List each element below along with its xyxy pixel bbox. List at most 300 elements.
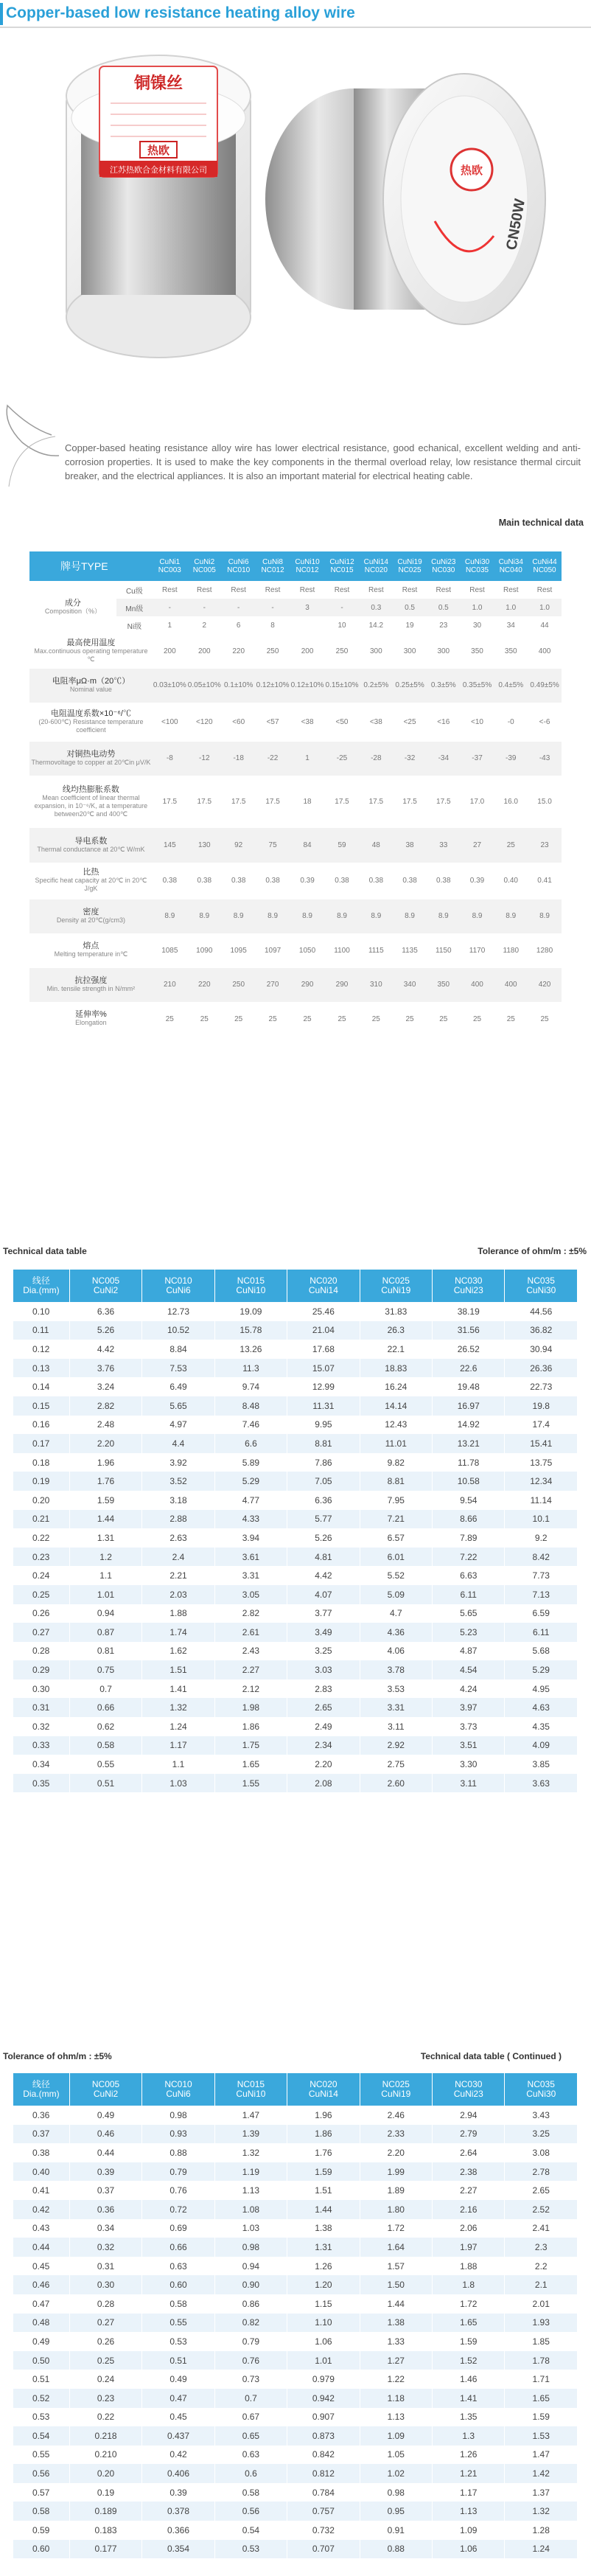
property-en: (20-600℃) Resistance temperature coefficient bbox=[38, 717, 144, 734]
composition-value: Rest bbox=[536, 585, 553, 594]
table-row bbox=[13, 2257, 578, 2276]
property-value: 420 bbox=[528, 968, 562, 1003]
resistance-cell: 0.58 bbox=[69, 1736, 141, 1755]
resistance-cell: 0.366 bbox=[142, 2521, 214, 2540]
resistance-cell: 5.23 bbox=[433, 1623, 505, 1642]
res-header-alloy: Dia.(mm) bbox=[23, 1285, 60, 1295]
resistance-cell: 1.10 bbox=[287, 2314, 360, 2333]
resistance-cell: 1.47 bbox=[505, 2446, 578, 2465]
table-row bbox=[13, 2370, 578, 2389]
res-header-row bbox=[13, 2073, 578, 2106]
grade-header bbox=[393, 551, 427, 581]
diameter-cell: 0.14 bbox=[13, 1377, 69, 1396]
table-row bbox=[13, 2408, 578, 2427]
resistance-cell: 1.18 bbox=[360, 2389, 432, 2408]
resistance-cell: 1.59 bbox=[69, 1491, 141, 1510]
resistance-cell: 0.91 bbox=[360, 2521, 432, 2540]
property-zh: 最高使用温度 bbox=[66, 638, 116, 647]
diameter-cell: 0.18 bbox=[13, 1453, 69, 1472]
table-row bbox=[13, 2426, 578, 2446]
property-zh: 导电系数 bbox=[74, 836, 108, 846]
resistance-cell: 0.88 bbox=[360, 2540, 432, 2559]
grade-code-nc: NC015 bbox=[330, 566, 354, 574]
table-row bbox=[13, 2125, 578, 2144]
grade-header bbox=[360, 551, 394, 581]
property-value: 210 bbox=[153, 968, 187, 1003]
property-value: 300 bbox=[403, 647, 416, 655]
property-value: 17.5 bbox=[231, 798, 246, 807]
resistance-cell: 1.41 bbox=[433, 2389, 505, 2408]
table-row bbox=[13, 2314, 578, 2333]
table-row bbox=[13, 1434, 578, 1453]
table-row bbox=[13, 1396, 578, 1416]
resistance-cell: 3.78 bbox=[360, 1660, 432, 1679]
table2-title: Technical data table ( Continued ) bbox=[420, 2051, 562, 2061]
resistance-cell: 3.49 bbox=[287, 1623, 360, 1642]
property-value: 0.1±10% bbox=[222, 669, 256, 703]
resistance-cell: 0.55 bbox=[142, 2314, 214, 2333]
element-label: Cu级 bbox=[125, 587, 143, 596]
tech-header-row bbox=[29, 551, 562, 581]
wire-spools-image bbox=[0, 29, 591, 383]
resistance-cell: 4.33 bbox=[214, 1510, 287, 1529]
property-value: 0.40 bbox=[503, 877, 518, 885]
composition-en: Composition（%） bbox=[44, 608, 101, 615]
property-label bbox=[29, 933, 153, 968]
composition-value: 1.0 bbox=[494, 599, 528, 616]
resistance-cell: 1.64 bbox=[360, 2238, 432, 2257]
diameter-cell: 0.32 bbox=[13, 1717, 69, 1736]
resistance-cell: 0.31 bbox=[69, 2257, 141, 2276]
diameter-cell: 0.19 bbox=[13, 1472, 69, 1491]
table-row bbox=[13, 2540, 578, 2559]
composition-value: 34 bbox=[506, 621, 515, 630]
diameter-cell: 0.16 bbox=[13, 1416, 69, 1435]
resistance-cell: 2.08 bbox=[287, 1774, 360, 1793]
resistance-cell: 19.8 bbox=[505, 1396, 578, 1416]
resistance-cell: 11.01 bbox=[360, 1434, 432, 1453]
resistance-cell: 1.39 bbox=[214, 2125, 287, 2144]
resistance-cell: 3.08 bbox=[505, 2143, 578, 2162]
resistance-cell: 2.03 bbox=[142, 1585, 214, 1604]
grade-code-cuni: CuNi8 bbox=[262, 558, 283, 566]
resistance-cell: 12.99 bbox=[287, 1377, 360, 1396]
property-label bbox=[29, 669, 153, 703]
resistance-cell: 4.35 bbox=[505, 1717, 578, 1736]
property-value: 400 bbox=[461, 968, 494, 1003]
diameter-cell: 0.10 bbox=[13, 1302, 69, 1321]
property-value: -34 bbox=[427, 742, 461, 776]
resistance-cell: 1.01 bbox=[69, 1585, 141, 1604]
composition-value: 2 bbox=[202, 621, 207, 630]
diameter-cell: 0.11 bbox=[13, 1321, 69, 1340]
resistance-cell: 5.89 bbox=[214, 1453, 287, 1472]
res-header-alloy: CuNi30 bbox=[526, 2089, 556, 2099]
resistance-cell: 0.87 bbox=[69, 1623, 141, 1642]
resistance-cell: 3.63 bbox=[505, 1774, 578, 1793]
resistance-cell: 1.3 bbox=[433, 2426, 505, 2446]
resistance-cell: 2.2 bbox=[505, 2257, 578, 2276]
resistance-cell: 1.88 bbox=[142, 1604, 214, 1623]
property-en: Density at 20℃(g/cm3) bbox=[56, 916, 125, 924]
resistance-cell: 2.79 bbox=[433, 2125, 505, 2144]
property-value: 27 bbox=[461, 828, 494, 863]
resistance-cell: 0.46 bbox=[69, 2125, 141, 2144]
table-row bbox=[13, 2162, 578, 2182]
property-value: 0.38 bbox=[231, 877, 246, 885]
composition-value: Rest bbox=[197, 585, 212, 594]
property-row bbox=[29, 669, 562, 703]
property-value: 250 bbox=[335, 647, 349, 655]
left-spool-company: 江苏热欧合金材料有限公司 bbox=[110, 165, 207, 175]
property-value: 8.9 bbox=[528, 899, 562, 934]
diameter-cell: 0.37 bbox=[13, 2125, 69, 2144]
resistance-cell: 0.25 bbox=[69, 2351, 141, 2370]
diameter-cell: 0.42 bbox=[13, 2200, 69, 2219]
table-row bbox=[13, 2351, 578, 2370]
resistance-cell: 1.65 bbox=[505, 2389, 578, 2408]
resistance-cell: 0.23 bbox=[69, 2389, 141, 2408]
property-value: <60 bbox=[232, 717, 245, 726]
resistance-cell: 3.24 bbox=[69, 1377, 141, 1396]
property-value: 0.49±5% bbox=[528, 669, 562, 703]
property-value: 23 bbox=[528, 828, 562, 863]
property-value: 17.5 bbox=[162, 798, 178, 807]
res-header-alloy: CuNi19 bbox=[381, 1285, 411, 1295]
table-row bbox=[13, 2294, 578, 2314]
resistance-cell: 21.04 bbox=[287, 1321, 360, 1340]
table-row bbox=[13, 1717, 578, 1736]
diameter-cell: 0.54 bbox=[13, 2426, 69, 2446]
property-value: 25 bbox=[472, 1014, 482, 1023]
property-row bbox=[29, 933, 562, 968]
diameter-cell: 0.23 bbox=[13, 1548, 69, 1567]
resistance-cell: 15.78 bbox=[214, 1321, 287, 1340]
resistance-cell: 0.65 bbox=[214, 2426, 287, 2446]
resistance-cell: 5.29 bbox=[505, 1660, 578, 1679]
resistance-cell: 2.82 bbox=[214, 1604, 287, 1623]
resistance-cell: 10.58 bbox=[433, 1472, 505, 1491]
resistance-cell: 0.82 bbox=[214, 2314, 287, 2333]
resistance-cell: 11.14 bbox=[505, 1491, 578, 1510]
res-header-cell bbox=[13, 1270, 69, 1302]
diameter-cell: 0.26 bbox=[13, 1604, 69, 1623]
property-value: 1050 bbox=[298, 946, 316, 955]
resistance-cell: 12.73 bbox=[142, 1302, 214, 1321]
grade-code-nc: NC030 bbox=[432, 566, 455, 574]
resistance-cell: 4.06 bbox=[360, 1642, 432, 1661]
res-header-code: NC030 bbox=[455, 1275, 483, 1286]
table-row bbox=[13, 2464, 578, 2483]
resistance-cell: 1.22 bbox=[360, 2370, 432, 2389]
res-header-alloy: CuNi14 bbox=[308, 2089, 338, 2099]
diameter-cell: 0.50 bbox=[13, 2351, 69, 2370]
resistance-cell: 1.09 bbox=[360, 2426, 432, 2446]
resistance-cell: 0.37 bbox=[69, 2181, 141, 2200]
resistance-cell: 25.46 bbox=[287, 1302, 360, 1321]
resistance-cell: 30.94 bbox=[505, 1340, 578, 1359]
resistance-cell: 0.7 bbox=[69, 1679, 141, 1699]
resistance-cell: 1.20 bbox=[287, 2275, 360, 2294]
resistance-cell: 2.20 bbox=[69, 1434, 141, 1453]
diameter-cell: 0.33 bbox=[13, 1736, 69, 1755]
resistance-cell: 0.62 bbox=[69, 1717, 141, 1736]
resistance-cell: 1.42 bbox=[505, 2464, 578, 2483]
resistance-cell: 0.183 bbox=[69, 2521, 141, 2540]
property-zh: 对铜热电动势 bbox=[66, 749, 116, 759]
table-row bbox=[13, 2219, 578, 2238]
resistance-cell: 0.53 bbox=[214, 2540, 287, 2559]
property-label bbox=[29, 634, 153, 669]
resistance-cell: 8.66 bbox=[433, 1510, 505, 1529]
table-row bbox=[13, 2446, 578, 2465]
res-header-code: NC030 bbox=[455, 2079, 483, 2089]
res-header-code: NC020 bbox=[310, 2079, 338, 2089]
property-value: 25 bbox=[338, 1014, 346, 1023]
property-value: -37 bbox=[461, 742, 494, 776]
brand-label: 牌号TYPE bbox=[29, 551, 153, 581]
table-row bbox=[13, 1321, 578, 1340]
property-value: 0.2±5% bbox=[360, 669, 394, 703]
resistance-cell: 2.41 bbox=[505, 2219, 578, 2238]
property-value: -43 bbox=[528, 742, 562, 776]
property-label bbox=[29, 863, 153, 899]
resistance-cell: 1.76 bbox=[69, 1472, 141, 1491]
resistance-cell: 6.6 bbox=[214, 1434, 287, 1453]
title-bar bbox=[0, 0, 591, 28]
element-label: Ni级 bbox=[127, 622, 142, 631]
property-value: 25 bbox=[540, 1014, 549, 1023]
resistance-cell: 0.210 bbox=[69, 2446, 141, 2465]
table-row bbox=[13, 1736, 578, 1755]
resistance-cell: 0.95 bbox=[360, 2502, 432, 2521]
resistance-cell: 22.73 bbox=[505, 1377, 578, 1396]
res-header-alloy: CuNi23 bbox=[453, 1285, 483, 1295]
grade-code-cuni: CuNi34 bbox=[498, 558, 523, 566]
resistance-cell: 26.52 bbox=[433, 1340, 505, 1359]
table-row bbox=[13, 1642, 578, 1661]
diameter-cell: 0.17 bbox=[13, 1434, 69, 1453]
composition-value: Rest bbox=[162, 585, 178, 594]
resistance-cell: 1.46 bbox=[433, 2370, 505, 2389]
diameter-cell: 0.48 bbox=[13, 2314, 69, 2333]
property-value: <16 bbox=[437, 717, 450, 726]
resistance-cell: 1.59 bbox=[287, 2162, 360, 2182]
grade-code-cuni: CuNi6 bbox=[228, 558, 249, 566]
resistance-cell: 2.27 bbox=[433, 2181, 505, 2200]
table-row bbox=[13, 2483, 578, 2502]
resistance-cell: 44.56 bbox=[505, 1302, 578, 1321]
resistance-cell: 1.51 bbox=[287, 2181, 360, 2200]
resistance-cell: 1.26 bbox=[287, 2257, 360, 2276]
property-value: 33 bbox=[427, 828, 461, 863]
resistance-cell: 1.71 bbox=[505, 2370, 578, 2389]
property-value: 0.38 bbox=[402, 877, 417, 885]
property-value: 0.35±5% bbox=[461, 669, 494, 703]
left-spool-brand: 热欧 bbox=[147, 144, 170, 157]
property-value: 25 bbox=[303, 1014, 312, 1023]
res-header-alloy: CuNi30 bbox=[526, 1285, 556, 1295]
res-header-code: NC025 bbox=[382, 1275, 410, 1286]
property-en: Specific heat capacity at 20℃ in 20℃ J/gK bbox=[35, 877, 147, 893]
property-value: <25 bbox=[403, 717, 416, 726]
table-row bbox=[13, 1359, 578, 1378]
property-value: 16.0 bbox=[503, 798, 518, 807]
resistance-cell: 2.38 bbox=[433, 2162, 505, 2182]
grade-code-nc: NC050 bbox=[533, 566, 556, 574]
diameter-cell: 0.31 bbox=[13, 1698, 69, 1717]
diameter-cell: 0.27 bbox=[13, 1623, 69, 1642]
res-header-alloy: CuNi23 bbox=[453, 2089, 483, 2099]
property-value: 15.0 bbox=[537, 798, 552, 807]
resistance-cell: 0.177 bbox=[69, 2540, 141, 2559]
resistance-cell: 2.46 bbox=[360, 2106, 432, 2125]
grade-code-nc: NC035 bbox=[465, 566, 489, 574]
property-zh: 电阻率μΩ·m（20℃） bbox=[52, 676, 130, 686]
diameter-cell: 0.24 bbox=[13, 1566, 69, 1585]
resistance-cell: 0.60 bbox=[142, 2275, 214, 2294]
resistance-cell: 2.49 bbox=[287, 1717, 360, 1736]
resistance-cell: 9.74 bbox=[214, 1377, 287, 1396]
property-value: 200 bbox=[163, 647, 176, 655]
composition-value: Rest bbox=[503, 585, 519, 594]
property-value: 300 bbox=[369, 647, 382, 655]
res-header-cell bbox=[214, 2073, 287, 2106]
property-value: 0.05±10% bbox=[187, 669, 222, 703]
composition-value: - bbox=[256, 599, 290, 616]
resistance-cell: 1.72 bbox=[433, 2294, 505, 2314]
resistance-cell: 1.76 bbox=[287, 2143, 360, 2162]
property-value: 0.12±10% bbox=[290, 669, 325, 703]
resistance-cell: 1.85 bbox=[505, 2332, 578, 2351]
resistance-cell: 1.88 bbox=[433, 2257, 505, 2276]
grade-code-nc: NC010 bbox=[227, 566, 251, 574]
table-row bbox=[13, 2521, 578, 2540]
resistance-cell: 2.12 bbox=[214, 1679, 287, 1699]
resistance-cell: 8.48 bbox=[214, 1396, 287, 1416]
left-spool-label-title: 铜镍丝 bbox=[133, 74, 183, 93]
table-row bbox=[13, 2502, 578, 2521]
resistance-cell: 2.48 bbox=[69, 1416, 141, 1435]
resistance-cell: 0.58 bbox=[214, 2483, 287, 2502]
table-row bbox=[13, 2332, 578, 2351]
table-row bbox=[13, 2181, 578, 2200]
composition-value: Rest bbox=[368, 585, 384, 594]
property-value: 8.9 bbox=[290, 899, 325, 934]
property-value: 130 bbox=[187, 828, 222, 863]
res-header-cell bbox=[433, 1270, 505, 1302]
resistance-cell: 7.95 bbox=[360, 1491, 432, 1510]
resistance-cell: 4.97 bbox=[142, 1416, 214, 1435]
property-row bbox=[29, 968, 562, 1003]
grade-code-cuni: CuNi19 bbox=[397, 558, 422, 566]
property-value: 0.39 bbox=[300, 877, 315, 885]
resistance-cell: 4.36 bbox=[360, 1623, 432, 1642]
resistance-cell: 8.81 bbox=[287, 1434, 360, 1453]
resistance-cell: 1.86 bbox=[287, 2125, 360, 2144]
resistance-cell: 0.27 bbox=[69, 2314, 141, 2333]
res-header-code: NC035 bbox=[527, 1275, 555, 1286]
resistance-cell: 1.72 bbox=[360, 2219, 432, 2238]
resistance-cell: 0.42 bbox=[142, 2446, 214, 2465]
property-value: 0.03±10% bbox=[153, 669, 187, 703]
resistance-cell: 0.45 bbox=[142, 2408, 214, 2427]
product-photo bbox=[0, 29, 591, 383]
property-value: -32 bbox=[393, 742, 427, 776]
composition-row-cu bbox=[29, 581, 562, 599]
property-en: Max.continuous operating temperature ℃ bbox=[34, 647, 148, 663]
property-row bbox=[29, 634, 562, 669]
resistance-cell: 8.84 bbox=[142, 1340, 214, 1359]
resistance-cell: 3.30 bbox=[433, 1755, 505, 1774]
resistance-cell: 0.32 bbox=[69, 2238, 141, 2257]
resistance-cell: 2.88 bbox=[142, 1510, 214, 1529]
resistance-cell: 1.38 bbox=[360, 2314, 432, 2333]
resistance-cell: 11.31 bbox=[287, 1396, 360, 1416]
resistance-cell: 1.05 bbox=[360, 2446, 432, 2465]
property-value: -22 bbox=[256, 742, 290, 776]
composition-value: 23 bbox=[439, 621, 448, 630]
resistance-cell: 6.36 bbox=[69, 1302, 141, 1321]
diameter-cell: 0.21 bbox=[13, 1510, 69, 1529]
property-value: 25 bbox=[268, 1014, 277, 1023]
property-value: 8.9 bbox=[325, 899, 360, 934]
resistance-cell: 0.76 bbox=[142, 2181, 214, 2200]
table2-tolerance: Tolerance of ohm/m : ±5% bbox=[3, 2051, 112, 2061]
table-row bbox=[13, 1302, 578, 1321]
table-row bbox=[13, 1679, 578, 1699]
composition-value: 19 bbox=[405, 621, 414, 630]
property-label bbox=[29, 899, 153, 934]
res-header-cell bbox=[142, 2073, 214, 2106]
res-header-code: NC005 bbox=[91, 2079, 120, 2089]
resistance-cell: 18.83 bbox=[360, 1359, 432, 1378]
resistance-cell: 6.49 bbox=[142, 1377, 214, 1396]
resistance-cell: 16.97 bbox=[433, 1396, 505, 1416]
property-row bbox=[29, 1002, 562, 1037]
resistance-cell: 2.60 bbox=[360, 1774, 432, 1793]
resistance-cell: 0.67 bbox=[214, 2408, 287, 2427]
table-row bbox=[13, 2238, 578, 2257]
composition-value: 0.5 bbox=[393, 599, 427, 616]
resistance-cell: 3.92 bbox=[142, 1453, 214, 1472]
resistance-cell: 12.34 bbox=[505, 1472, 578, 1491]
resistance-cell: 3.25 bbox=[287, 1642, 360, 1661]
property-row bbox=[29, 828, 562, 863]
table-row bbox=[13, 2106, 578, 2125]
resistance-cell: 0.873 bbox=[287, 2426, 360, 2446]
grade-code-nc: NC003 bbox=[158, 566, 181, 574]
resistance-cell: 1.31 bbox=[69, 1528, 141, 1548]
resistance-cell: 1.98 bbox=[214, 1698, 287, 1717]
property-en: Min. tensile strength in N/mm² bbox=[46, 984, 136, 992]
property-value: 300 bbox=[437, 647, 450, 655]
property-value: 17.5 bbox=[197, 798, 212, 807]
resistance-cell: 2.16 bbox=[433, 2200, 505, 2219]
resistance-cell: 0.39 bbox=[142, 2483, 214, 2502]
resistance-cell: 2.61 bbox=[214, 1623, 287, 1642]
property-value: 84 bbox=[290, 828, 325, 863]
property-value: 0.38 bbox=[162, 877, 178, 885]
property-value: 1 bbox=[290, 742, 325, 776]
resistance-cell: 1.52 bbox=[433, 2351, 505, 2370]
composition-value: Rest bbox=[265, 585, 281, 594]
property-value: 0.38 bbox=[265, 877, 280, 885]
property-value: 8.9 bbox=[222, 899, 256, 934]
table-row bbox=[13, 1755, 578, 1774]
property-label bbox=[29, 1002, 153, 1037]
composition-value: Rest bbox=[334, 585, 350, 594]
